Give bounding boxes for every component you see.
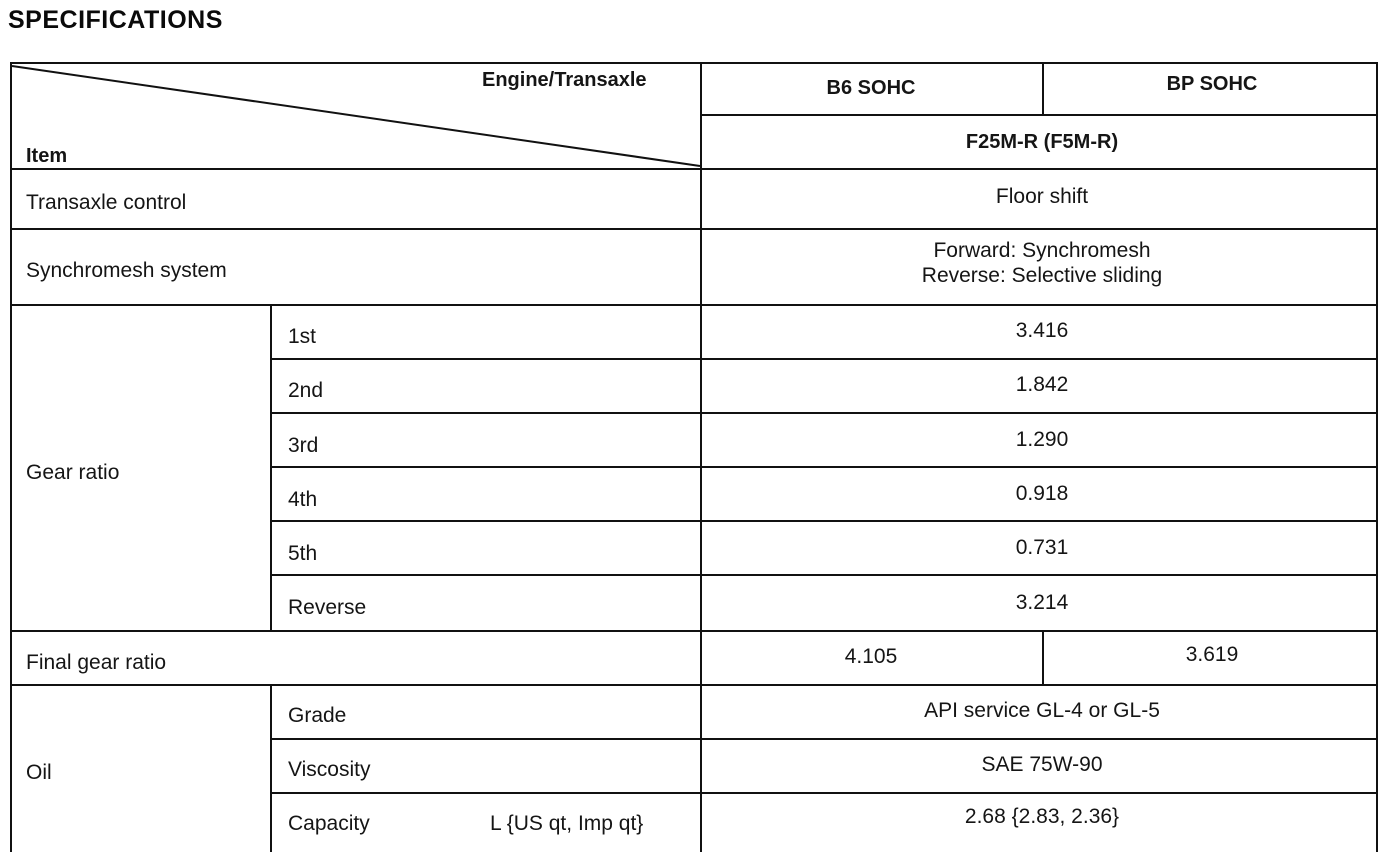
header-bottom-border	[10, 168, 1378, 170]
gear-label: 1st	[288, 325, 317, 348]
item-value-divider	[700, 62, 702, 852]
gear-value: 1.290	[1015, 428, 1069, 451]
transaxle-control-value: Floor shift	[995, 185, 1089, 208]
row-divider-final-gear	[10, 684, 1378, 686]
oil-capacity-unit: L {US qt, Imp qt}	[490, 812, 644, 835]
gear-label: 5th	[288, 542, 318, 565]
oil-subcolumn-divider	[270, 684, 272, 852]
header-engine-b6: B6 SOHC	[826, 77, 916, 99]
gear-value: 0.918	[1015, 482, 1069, 505]
gear-row-divider-3	[270, 466, 1378, 468]
row-divider-transaxle-control	[10, 228, 1378, 230]
header-transaxle-model: F25M-R (F5M-R)	[965, 131, 1119, 153]
transaxle-control-label: Transaxle control	[26, 191, 187, 214]
table-top-border	[10, 62, 1378, 64]
gear-label: 3rd	[288, 434, 319, 457]
gear-ratio-label: Gear ratio	[26, 461, 120, 484]
row-divider-gear-ratio	[10, 630, 1378, 632]
gear-value: 1.842	[1015, 373, 1069, 396]
oil-capacity-label: Capacity	[288, 812, 370, 835]
table-right-border	[1376, 62, 1378, 852]
oil-capacity-value: 2.68 {2.83, 2.36}	[964, 805, 1120, 828]
final-gear-ratio-label: Final gear ratio	[26, 651, 167, 674]
gear-row-divider-4	[270, 520, 1378, 522]
oil-row-divider-1	[270, 738, 1378, 740]
synchromesh-value-reverse: Reverse: Selective sliding	[921, 264, 1163, 287]
oil-grade-value: API service GL-4 or GL-5	[924, 699, 1160, 722]
page-title: SPECIFICATIONS	[8, 6, 223, 34]
gear-row-divider-2	[270, 412, 1378, 414]
oil-row-divider-2	[270, 792, 1378, 794]
gear-row-divider-5	[270, 574, 1378, 576]
gear-value: 3.416	[1015, 319, 1069, 342]
gear-ratio-subcolumn-divider	[270, 304, 272, 632]
oil-viscosity-value: SAE 75W-90	[981, 753, 1103, 776]
oil-viscosity-label: Viscosity	[288, 758, 371, 781]
final-gear-column-divider	[1042, 630, 1044, 686]
header-item-label: Item	[26, 145, 68, 167]
gear-label: 2nd	[288, 379, 324, 402]
engine-column-divider	[1042, 62, 1044, 116]
gear-value: 0.731	[1015, 536, 1069, 559]
engine-row-divider	[700, 114, 1378, 116]
specifications-table	[10, 62, 1392, 852]
gear-label: Reverse	[288, 596, 367, 619]
synchromesh-label: Synchromesh system	[26, 259, 227, 282]
row-divider-synchromesh	[10, 304, 1378, 306]
oil-label: Oil	[26, 761, 52, 784]
table-left-border	[10, 62, 12, 852]
final-gear-ratio-b6-value: 4.105	[844, 645, 898, 668]
gear-value: 3.214	[1015, 591, 1069, 614]
oil-grade-label: Grade	[288, 704, 347, 727]
header-engine-bp: BP SOHC	[1166, 73, 1258, 95]
header-engine-transaxle-label: Engine/Transaxle	[482, 69, 647, 91]
gear-row-divider-1	[270, 358, 1378, 360]
gear-label: 4th	[288, 488, 318, 511]
final-gear-ratio-bp-value: 3.619	[1185, 643, 1239, 666]
synchromesh-value-forward: Forward: Synchromesh	[933, 239, 1151, 262]
